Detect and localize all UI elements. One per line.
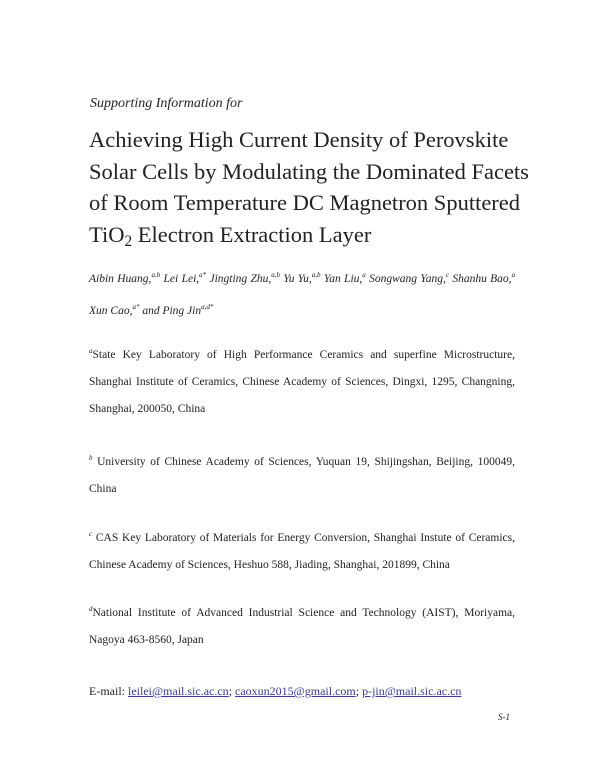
author: Shanhu Bao,$^a$ <box>452 271 516 285</box>
title-line-4 <box>89 219 529 257</box>
author-list <box>89 263 515 327</box>
author: and Ping Jin$^{a,d*}$ <box>142 303 214 317</box>
title-line-1: Achieving High Current Density of Perovskite <box>89 127 509 152</box>
author: Lei Lei,$^{a*}$ <box>163 271 207 285</box>
paper-title <box>89 124 529 257</box>
email-link-caoxun[interactable]: caoxun2015@gmail.com <box>235 684 356 698</box>
email-link-leilei[interactable]: leilei@mail.sic.ac.cn <box>128 684 229 698</box>
author: Jingting Zhu,$^{a,b}$ <box>209 271 281 285</box>
title-tio: TiO <box>89 221 125 247</box>
supporting-info-header: Supporting Information for <box>90 96 243 111</box>
affiliation-b: $^b$ University of Chinese Academy of Sciences, Yuquan 19, Shijingshan, Beijing, 100049, China <box>89 454 515 495</box>
author: Yu Yu,$^{a,b}$ <box>283 271 321 285</box>
email-line: E-mail: leilei@mail.sic.ac.cn; caoxun2015@gmail.com; p-jin@mail.sic.ac.cn <box>89 684 462 698</box>
affiliation-d: $^d$National Institute of Advanced Industrial Science and Technology (AIST), Moriyama, Nagoya 463-8560, Japan <box>89 605 515 646</box>
affiliation-marker: b <box>89 454 93 463</box>
page-number: S-1 <box>498 712 510 722</box>
author: Xun Cao,$^{a*}$ <box>89 303 140 317</box>
title-subscript: 2 <box>124 232 133 250</box>
email-link-pjin[interactable]: p-jin@mail.sic.ac.cn <box>362 684 462 698</box>
author: Aibin Huang,$^{a,b}$ <box>89 271 161 285</box>
author: Yan Liu,$^a$ <box>323 271 366 285</box>
title-line-4-rest: Electron Extraction Layer <box>132 221 372 247</box>
affiliation-marker: a <box>89 347 93 356</box>
title-line-2: Solar Cells by Modulating the Dominated Facets <box>89 158 529 184</box>
title-line-3: of Room Temperature DC Magnetron Sputtered <box>89 190 521 215</box>
affiliation-a: $^a$State Key Laboratory of High Performance Ceramics and superfine Microstructure, Shanghai Institute of Ceramics, Chinese Academy of Sciences, Dingxi, 1295, Changning, Shanghai, 200050, China <box>89 347 515 415</box>
affiliation-marker: c <box>89 530 93 539</box>
affiliation-marker: d <box>89 605 93 614</box>
affiliation-c: $^c$ CAS Key Laboratory of Materials for Energy Conversion, Shanghai Instute of Ceramics, Chinese Academy of Sciences, Heshuo 588, Jiading, Shanghai, 201899, China <box>89 530 515 571</box>
email-label: E-mail: <box>89 684 128 698</box>
author: Songwang Yang,$^c$ <box>369 271 449 285</box>
